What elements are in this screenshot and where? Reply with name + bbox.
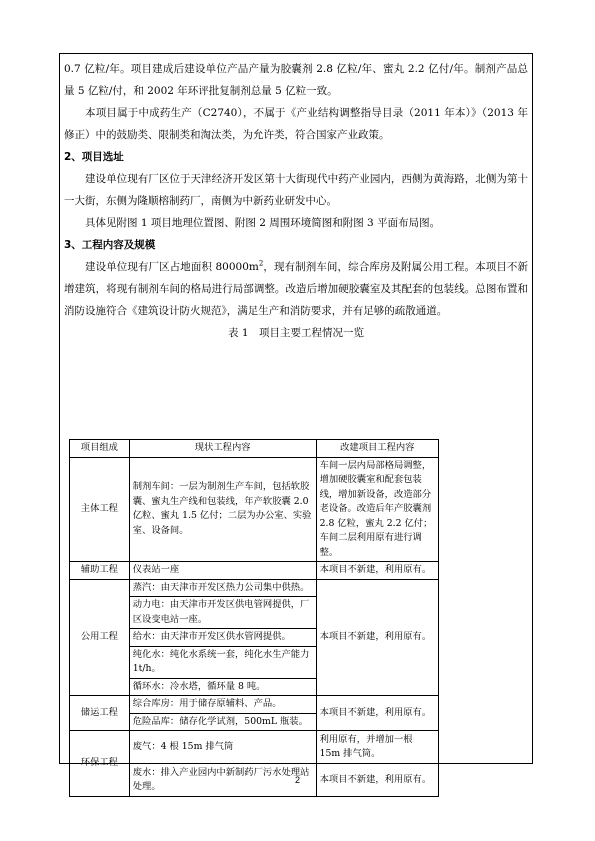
cell-main-current: 制剂车间：一层为制剂生产车间，包括软胶囊、蜜丸生产线和包装线，年产软胶囊 2.0 亿粒、蜜丸 1.5 亿付；二层为办公室、实验室、设备间。 — [129, 457, 316, 562]
table-header-row — [70, 440, 439, 458]
cell-storage-warehouse: 综合库房：用于储存原辅料、产品。 — [129, 696, 316, 714]
cell-env-water-new: 本项目不新建，利用原有。 — [316, 764, 438, 797]
cell-env-gas-current: 废气：4 根 15m 排气筒 — [129, 731, 316, 764]
table-row — [70, 457, 439, 562]
cell-public-cooling: 循环水：冷水塔，循环量 8 吨。 — [129, 678, 316, 696]
body-text — [64, 54, 528, 344]
paragraph-location: 建设单位现有厂区位于天津经济开发区第十大街现代中药产业园内，西侧为黄海路，北侧为第十一大街，东侧为隆顺榕制药厂，南侧为中新药业研发中心。 — [64, 173, 528, 207]
scope-text-a: 建设单位现有厂区占地面积 80000m — [85, 261, 259, 273]
paragraph-figures: 具体见附图 1 项目地理位置图、附图 2 周围环境简图和附图 3 平面布局图。 — [85, 217, 441, 229]
scope-superscript: 2 — [258, 259, 264, 268]
paragraph-output: 0.7 亿粒/年。项目建成后建设单位产品产量为胶囊剂 2.8 亿粒/年、蜜丸 2.2 亿付/年。制剂产品总量 5 亿粒/付，和 2002 年环评批复制剂总量 5 亿粒一致。 — [64, 63, 528, 97]
row-label-public: 公用工程 — [70, 579, 130, 696]
page-frame — [59, 53, 533, 792]
cell-public-water: 给水：由天津市开发区供水管网提供。 — [129, 629, 316, 647]
heading-site: 2、项目选址 — [64, 151, 124, 163]
paragraph-scope — [64, 256, 528, 322]
header-component: 项目组成 — [70, 440, 130, 458]
header-new: 改建项目工程内容 — [316, 440, 438, 458]
cell-main-new: 车间一层内局部格局调整，增加硬胶囊室和配套包装线，增加新设备，改造部分老设备。改造后年产胶囊剂 2.8 亿粒，蜜丸 2.2 亿付；车间二层利用原有进行调整。 — [316, 457, 438, 562]
page-number: 2 — [294, 775, 300, 785]
cell-public-power: 动力电：由天津市开发区供电管网提供，厂区设变电站一座。 — [129, 597, 316, 629]
engineering-table — [69, 439, 439, 797]
cell-public-new: 本项目不新建，利用原有。 — [316, 579, 438, 696]
cell-env-gas-new: 利用原有，并增加一根 15m 排气筒。 — [316, 731, 438, 764]
table-row — [70, 731, 439, 764]
row-label-main: 主体工程 — [70, 457, 130, 562]
scope-text-b: ，现有制剂车间，综合库房及附属公用工程。本项目不新增建筑，将现有制剂车间的格局进行局部调整。改造后增加硬胶囊室及其配套的包装线。总图布置和消防设施符合《建筑设计防火规范》，满足生产和消防要求，并有足够的疏散通道。 — [64, 261, 529, 317]
cell-storage-hazard: 危险品库：储存化学试剂，500mL 瓶装。 — [129, 713, 316, 731]
row-label-storage: 储运工程 — [70, 696, 130, 731]
header-current: 现状工程内容 — [129, 440, 316, 458]
heading-scope: 3、工程内容及规模 — [64, 239, 156, 251]
table-row — [70, 579, 439, 597]
table-caption: 表 1 项目主要工程情况一览 — [227, 327, 365, 339]
row-label-env: 环保工程 — [70, 731, 130, 797]
cell-aux-new: 本项目不新建，利用原有。 — [316, 562, 438, 580]
cell-storage-new: 本项目不新建，利用原有。 — [316, 696, 438, 731]
cell-public-purified: 纯化水：纯化水系统一套，纯化水生产能力 1t/h。 — [129, 646, 316, 678]
table-row — [70, 562, 439, 580]
paragraph-policy: 本项目属于中成药生产（C2740），不属于《产业结构调整指导目录（2011 年本）》（2013 年修正）中的鼓励类、限制类和淘汰类，为允许类，符合国家产业政策。 — [64, 107, 528, 141]
cell-env-water-current: 废水：排入产业园内中新制药厂污水处理站处理。 — [129, 764, 316, 797]
row-label-aux: 辅助工程 — [70, 562, 130, 580]
table-row — [70, 696, 439, 714]
cell-aux-current: 仪表站一座 — [129, 562, 316, 580]
cell-public-steam: 蒸汽：由天津市开发区热力公司集中供热。 — [129, 579, 316, 597]
